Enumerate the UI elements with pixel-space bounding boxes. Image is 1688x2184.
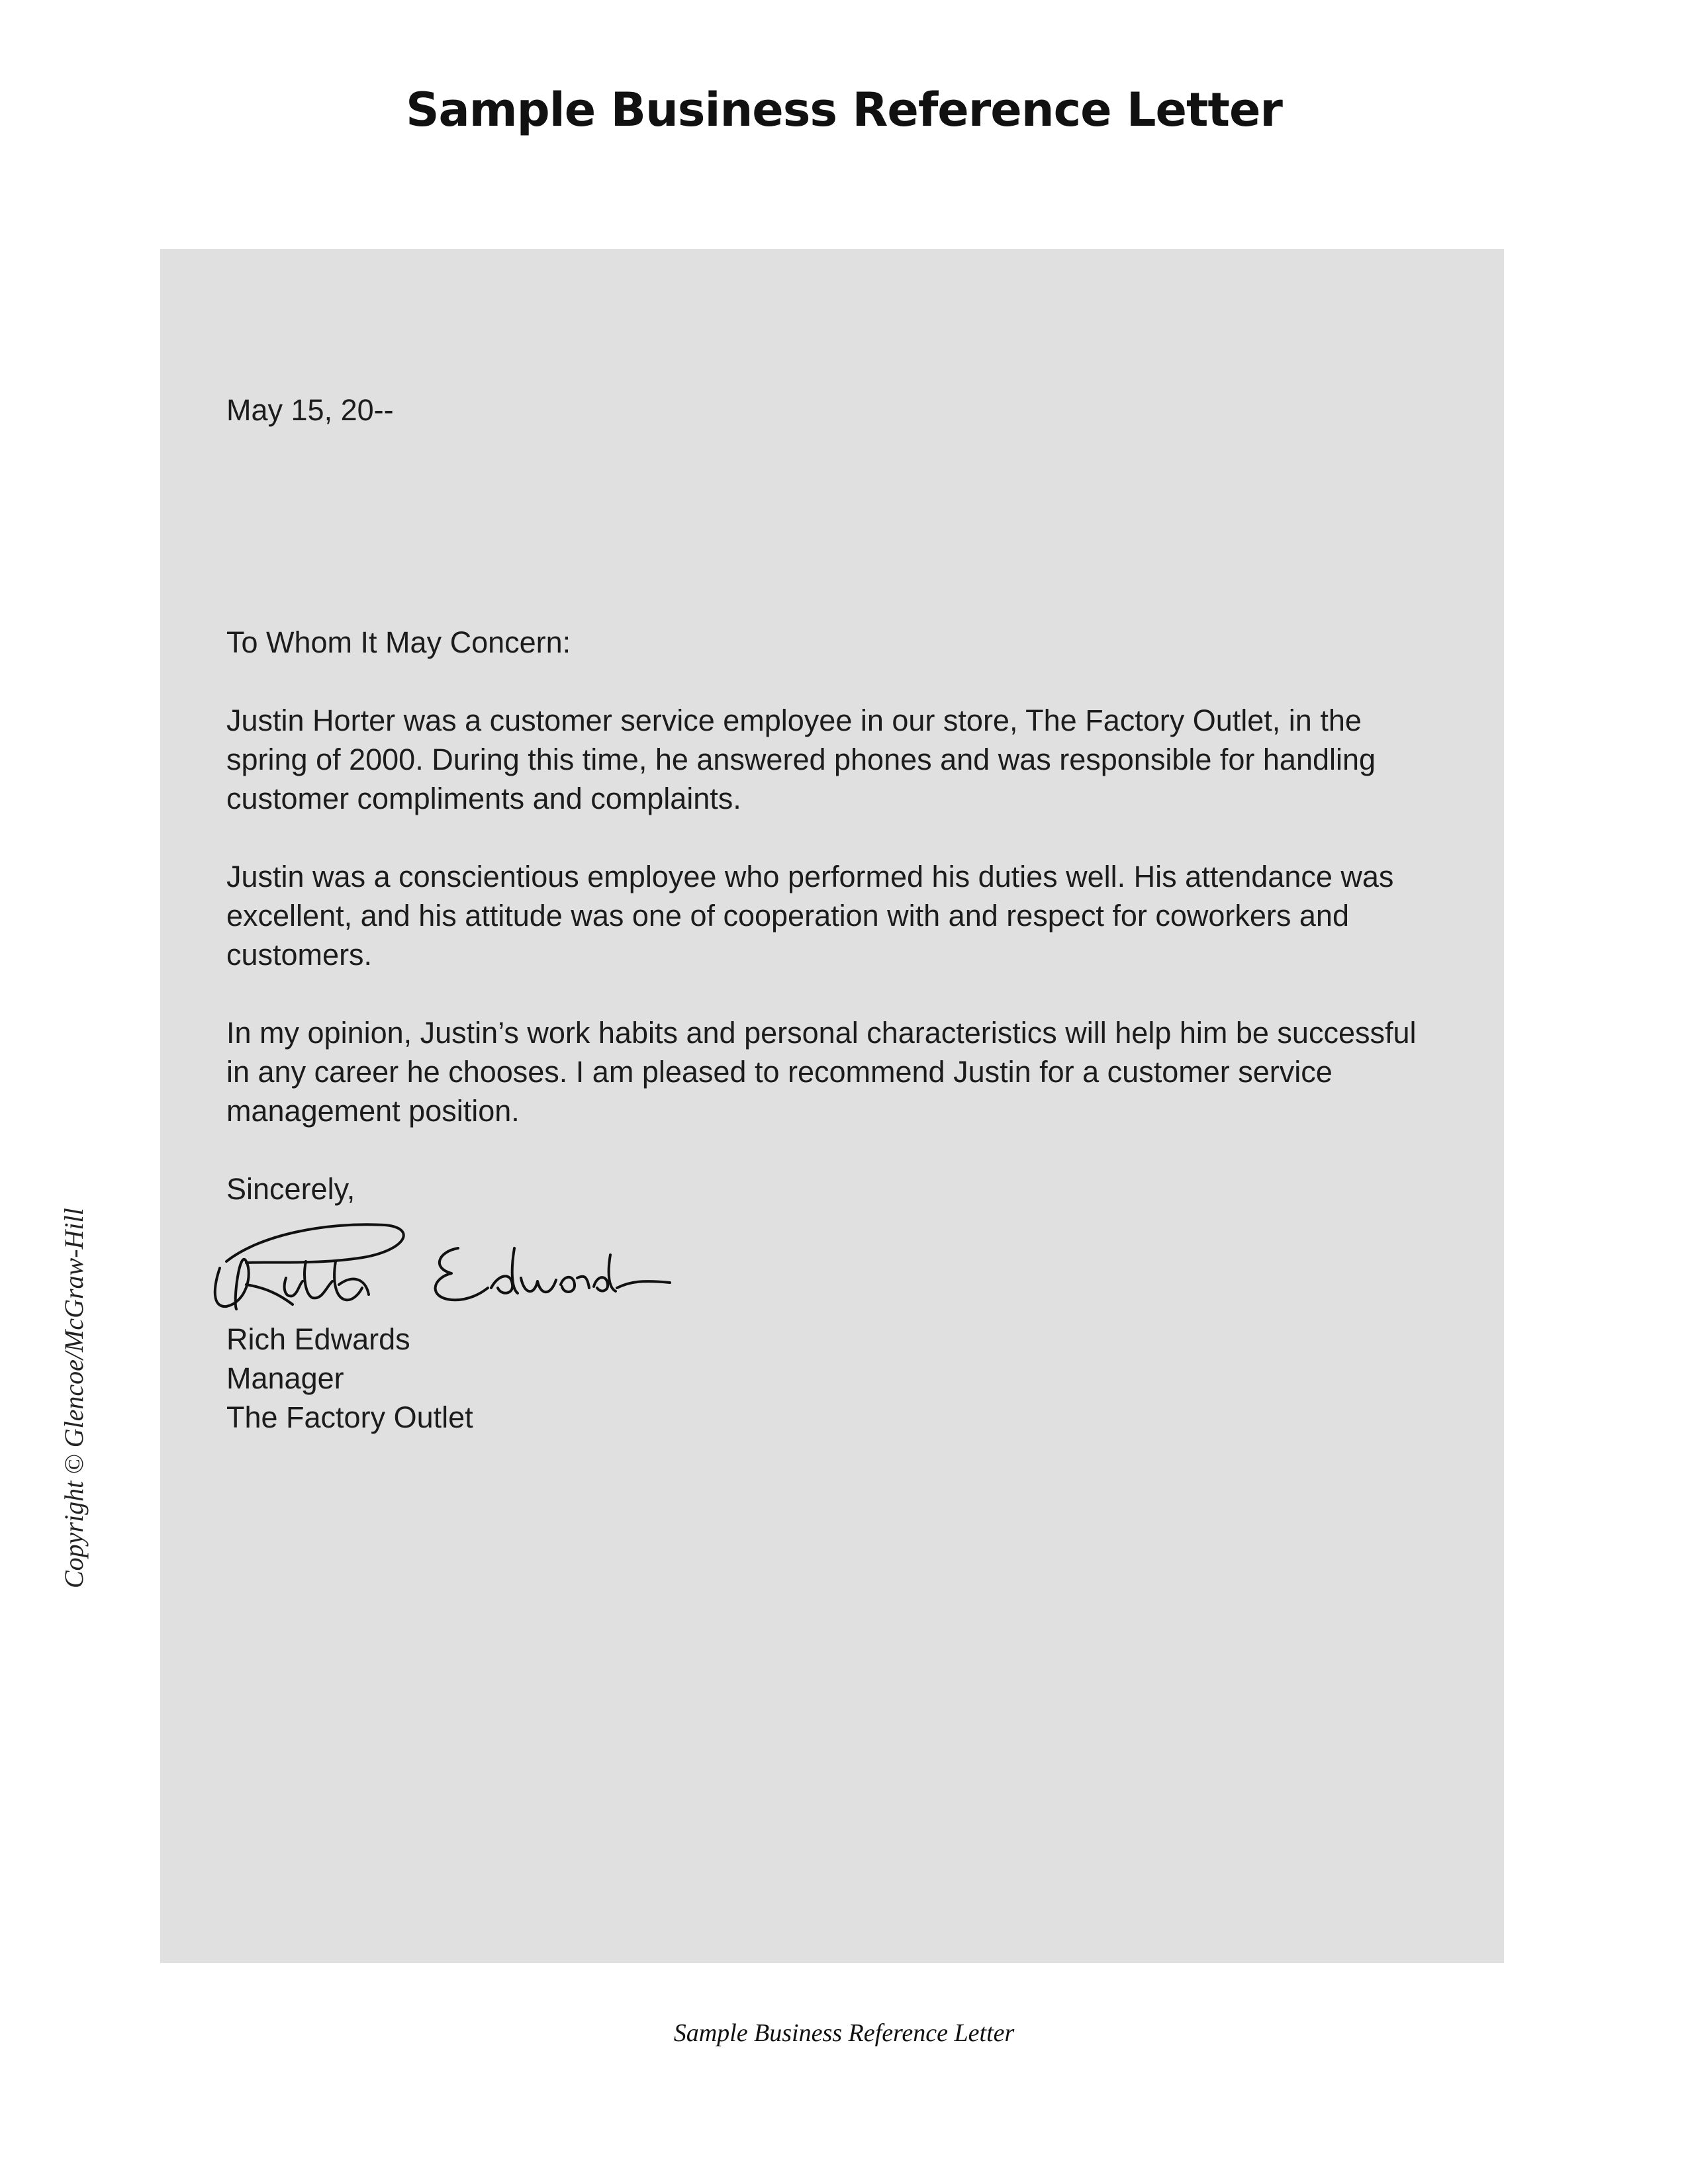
copyright-notice: Copyright © Glencoe/McGraw-Hill — [59, 1208, 89, 1588]
letter-paragraph: In my opinion, Justin’s work habits and personal characteristics will help him be successful in any career he chooses. I am pleased to recommend Justin for a customer service management position. — [226, 1016, 1417, 1128]
signer-name: Rich Edwards — [226, 1322, 410, 1356]
signer-company: The Factory Outlet — [226, 1400, 473, 1434]
letter-date: May 15, 20-- — [226, 393, 394, 427]
signer-title: Manager — [226, 1361, 344, 1395]
handwritten-signature — [207, 1222, 677, 1321]
letter-paragraph: Justin was a conscientious employee who performed his duties well. His attendance was excellent, and his attitude was one of cooperation with and respect for coworkers and customers. — [226, 860, 1394, 972]
letter-closing: Sincerely, — [226, 1172, 355, 1206]
page-title: Sample Business Reference Letter — [406, 83, 1282, 137]
letter-body — [226, 390, 1438, 1437]
letter-paragraph: Justin Horter was a customer service employee in our store, The Factory Outlet, in the spring of 2000. During this time, he answered phones and was responsible for handling customer compliments and complaints. — [226, 704, 1376, 815]
page-footer: Sample Business Reference Letter — [673, 2019, 1015, 2047]
letter-salutation: To Whom It May Concern: — [226, 625, 571, 659]
